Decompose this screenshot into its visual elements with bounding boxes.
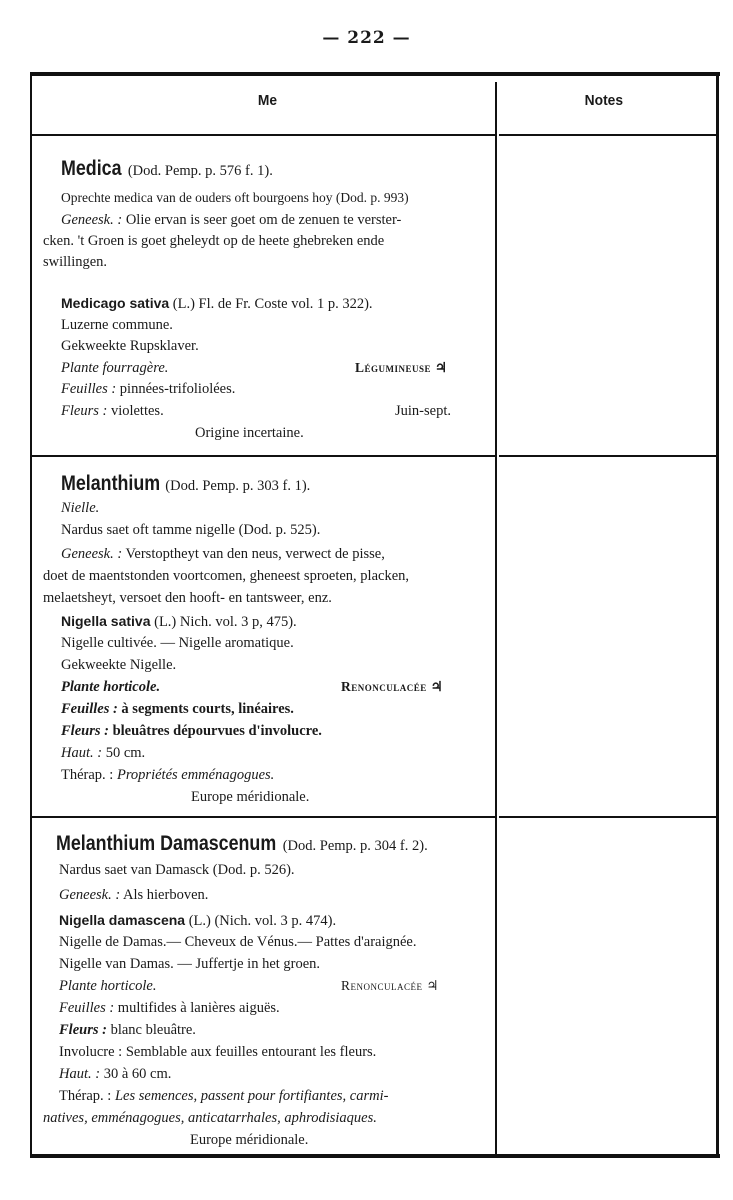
flowers-value: blanc bleuâtre. [106,1022,196,1038]
entry-text-line [59,886,208,904]
therap-value: Propriétés emménagogues. [113,767,275,783]
table-top-rule [30,72,720,76]
scientific-name: Nigella damascena [59,912,186,928]
leaves-line [61,700,294,718]
common-name: Gekweekte Rupsklaver. [61,338,199,354]
table-left-border [30,72,32,1158]
entry-separator-1-right [499,455,716,457]
height-line [59,1065,171,1083]
flowers-label: Fleurs : [61,403,108,419]
height-value: 50 cm. [102,745,146,761]
flowers-line [61,402,164,420]
height-value: 30 à 60 cm. [100,1066,172,1082]
flowers-line [61,722,322,740]
geneesk-text: Als hierboven. [120,887,209,903]
entry-separator-1-left [32,455,495,457]
entry-heading-line [61,472,311,495]
column-divider [495,82,497,1158]
leaves-value: multifides à lanières aiguës. [114,1000,280,1016]
height-label: Haut. : [61,745,103,761]
origin: Europe méridionale. [191,789,310,805]
leaves-label: Feuilles : [61,381,117,397]
leaves-label: Feuilles : [59,1000,115,1016]
flowers-label: Fleurs : [61,723,109,739]
header-rule-right [499,134,716,136]
involucre-line: Involucre : Semblable aux feuilles entourant les fleurs. [59,1044,377,1060]
origin: Origine incertaine. [195,425,304,441]
column-header-notes: Notes [584,92,624,109]
scientific-name-line [59,911,336,930]
entry-text-line [61,545,385,563]
entry-text-line: Nardus saet van Damasck (Dod. p. 526). [59,862,295,878]
therap-label: Thérap. : [61,767,114,783]
entry-heading-reference: (Dod. Pemp. p. 576 f. 1). [124,163,273,179]
origin: Europe méridionale. [190,1132,309,1148]
plant-family: Renonculacée ♃ [341,978,439,993]
plant-type: Plante horticole. [59,978,157,994]
geneesk-label: Geneesk. : [61,546,123,562]
leaves-value: pinnées-trifoliolées. [116,381,236,397]
scientific-reference: (L.) (Nich. vol. 3 p. 474). [185,913,337,929]
common-name: Nigelle van Damas. — Juffertje in het groen. [59,956,321,972]
entry-heading-reference: (Dod. Pemp. p. 303 f. 1). [161,478,311,494]
entry-text-line: swillingen. [43,254,108,270]
column-header-me: Me [257,92,278,109]
geneesk-text: Verstoptheyt van den neus, verwect de pisse, [122,546,385,562]
therap-value-continued: natives, emménagogues, anticatarrhales, aphrodisiaques. [43,1110,377,1126]
therap-label: Thérap. : [59,1088,112,1104]
scientific-reference: (L.) Fl. de Fr. Coste vol. 1 p. 322). [169,296,373,312]
scientific-name: Medicago sativa [61,295,170,311]
entry-text-line: doet de maentstonden voortcomen, gheneest sproeten, placken, [43,568,410,584]
entry-separator-2-right [499,816,716,818]
entry-text-line: Nielle. [61,500,100,516]
flowering-period: Juin-sept. [395,403,451,419]
plant-type: Plante fourragère. [61,360,169,376]
plant-type: Plante horticole. [61,679,161,695]
entry-heading: Medica [61,157,122,180]
common-name: Nigelle de Damas.— Cheveux de Vénus.— Pattes d'araignée. [59,934,417,950]
geneesk-label: Geneesk. : [61,212,123,228]
page-number: — 222 — [322,28,411,48]
common-name: Gekweekte Nigelle. [61,657,177,673]
entry-heading-line [56,832,428,855]
common-name: Luzerne commune. [61,317,173,333]
common-name: Nigelle cultivée. — Nigelle aromatique. [61,635,294,651]
scientific-name-line [61,294,373,313]
plant-family: Renonculacée ♃ [341,679,444,694]
entry-heading: Melanthium Damascenum [56,832,277,855]
height-line [61,744,145,762]
flowers-value: violettes. [107,403,164,419]
entry-heading: Melanthium [61,472,161,495]
leaves-line [61,380,235,398]
leaves-label: Feuilles : [61,701,118,717]
entry-text-line: melaetsheyt, versoet den hooft- en tantsweer, enz. [43,590,332,606]
header-rule-left [32,134,495,136]
scientific-name-line [61,612,297,631]
entry-text-line: cken. 't Groen is goet gheleydt op de heete ghebreken ende [43,233,385,249]
flowers-value: bleuâtres dépourvues d'involucre. [108,723,322,739]
therap-line [59,1087,388,1105]
entry-text-line: Nardus saet oft tamme nigelle (Dod. p. 525). [61,522,321,538]
geneesk-label: Geneesk. : [59,887,121,903]
scientific-name: Nigella sativa [61,613,151,629]
leaves-line [59,999,280,1017]
entry-heading-reference: (Dod. Pemp. p. 304 f. 2). [279,838,428,854]
entry-separator-2-left [32,816,495,818]
scientific-reference: (L.) Nich. vol. 3 p, 475). [150,614,297,630]
geneesk-text: Olie ervan is seer goet om de zenuen te verster- [122,212,402,228]
flowers-label: Fleurs : [59,1022,107,1038]
plant-family: Légumineuse ♃ [355,360,448,375]
entry-heading-line [61,157,273,180]
table-bottom-rule [30,1154,720,1158]
height-label: Haut. : [59,1066,101,1082]
leaves-value: à segments courts, linéaires. [117,701,294,717]
entry-text-line [61,211,401,229]
flowers-line [59,1021,196,1039]
entry-text-line: Oprechte medica van de ouders oft bourgoens hoy (Dod. p. 993) [61,190,409,205]
therap-line [61,766,274,784]
table-right-border [716,72,719,1158]
therap-value: Les semences, passent pour fortifiantes, carmi- [111,1088,389,1104]
